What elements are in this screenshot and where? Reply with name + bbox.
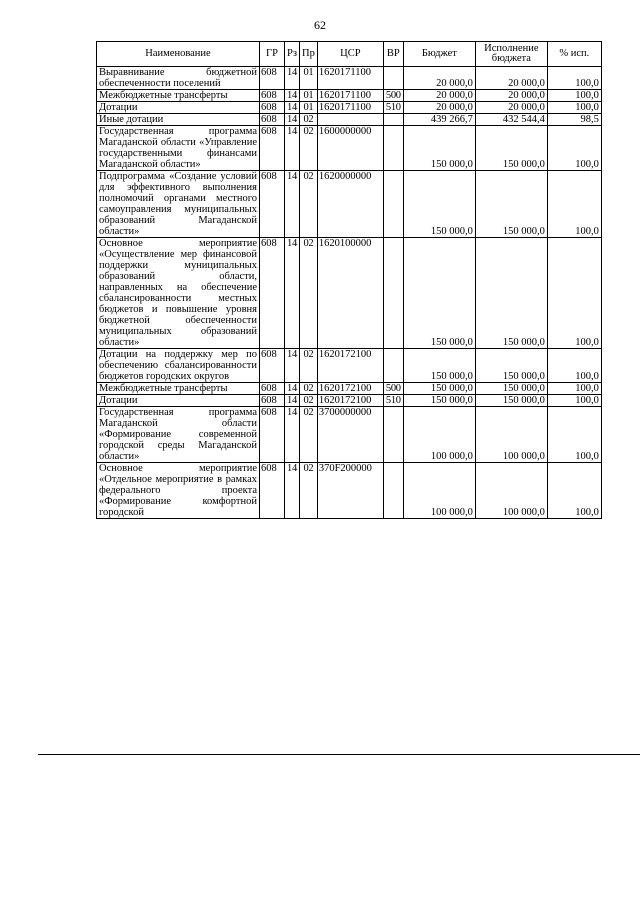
cell-budget: 20 000,0 (403, 102, 475, 114)
cell-vr (383, 67, 403, 90)
table-header-row (97, 42, 602, 67)
cell-execution: 150 000,0 (475, 395, 547, 407)
cell-execution: 150 000,0 (475, 171, 547, 238)
cell-name: Государственная программа Магаданской области «Формирование современной городской среды Магаданской области» (97, 407, 260, 463)
cell-vr: 510 (383, 102, 403, 114)
cell-pr: 02 (300, 126, 318, 171)
table-row (97, 90, 602, 102)
cell-execution: 150 000,0 (475, 238, 547, 349)
header-budget: Бюджет (403, 42, 475, 67)
cell-percent: 100,0 (547, 238, 601, 349)
cell-rz: 14 (285, 383, 300, 395)
cell-budget: 150 000,0 (403, 238, 475, 349)
cell-pr: 02 (300, 349, 318, 383)
cell-percent: 100,0 (547, 407, 601, 463)
cell-rz: 14 (285, 238, 300, 349)
cell-gr: 608 (260, 114, 285, 126)
cell-pr: 02 (300, 114, 318, 126)
header-gr: ГР (260, 42, 285, 67)
cell-gr: 608 (260, 463, 285, 519)
cell-csr: 1620172100 (317, 395, 383, 407)
cell-budget: 20 000,0 (403, 90, 475, 102)
cell-pr: 02 (300, 383, 318, 395)
cell-name: Выравнивание бюджетной обеспеченности поселений (97, 67, 260, 90)
cell-pr: 01 (300, 67, 318, 90)
cell-pr: 01 (300, 90, 318, 102)
cell-rz: 14 (285, 463, 300, 519)
cell-csr: 1620171100 (317, 90, 383, 102)
cell-rz: 14 (285, 102, 300, 114)
cell-vr (383, 126, 403, 171)
cell-rz: 14 (285, 90, 300, 102)
page-divider-line (38, 754, 640, 755)
cell-name: Основное мероприятие «Осуществление мер финансовой поддержки муниципальных образований области, направленных на обеспечение сбалансированности местных бюджетов и повышение уровня бюджетной обеспеченности муниципальных образований области» (97, 238, 260, 349)
cell-gr: 608 (260, 407, 285, 463)
cell-rz: 14 (285, 67, 300, 90)
cell-name: Межбюджетные трансферты (97, 383, 260, 395)
cell-execution: 20 000,0 (475, 90, 547, 102)
header-execution: Исполнение бюджета (475, 42, 547, 67)
cell-vr (383, 114, 403, 126)
cell-rz: 14 (285, 407, 300, 463)
cell-name: Основное мероприятие «Отдельное мероприятие в рамках федерального проекта «Формирование комфортной городской (97, 463, 260, 519)
cell-rz: 14 (285, 126, 300, 171)
cell-pr: 02 (300, 395, 318, 407)
cell-vr (383, 349, 403, 383)
page-number: 62 (314, 18, 326, 32)
cell-csr: 1620100000 (317, 238, 383, 349)
cell-vr: 500 (383, 90, 403, 102)
cell-execution: 432 544,4 (475, 114, 547, 126)
cell-name: Дотации (97, 102, 260, 114)
cell-percent: 100,0 (547, 383, 601, 395)
cell-gr: 608 (260, 238, 285, 349)
cell-budget: 20 000,0 (403, 67, 475, 90)
cell-gr: 608 (260, 395, 285, 407)
cell-execution: 150 000,0 (475, 383, 547, 395)
cell-rz: 14 (285, 349, 300, 383)
header-csr: ЦСР (317, 42, 383, 67)
cell-vr: 500 (383, 383, 403, 395)
cell-vr (383, 407, 403, 463)
cell-name: Дотации на поддержку мер по обеспечению сбалансированности бюджетов городских округов (97, 349, 260, 383)
cell-gr: 608 (260, 90, 285, 102)
cell-budget: 150 000,0 (403, 126, 475, 171)
table-row (97, 395, 602, 407)
cell-gr: 608 (260, 126, 285, 171)
cell-csr: 1600000000 (317, 126, 383, 171)
cell-execution: 100 000,0 (475, 407, 547, 463)
cell-name: Межбюджетные трансферты (97, 90, 260, 102)
cell-rz: 14 (285, 114, 300, 126)
cell-percent: 100,0 (547, 349, 601, 383)
cell-name: Дотации (97, 395, 260, 407)
cell-csr: 1620172100 (317, 383, 383, 395)
cell-budget: 150 000,0 (403, 349, 475, 383)
cell-percent: 100,0 (547, 395, 601, 407)
table-row (97, 349, 602, 383)
cell-budget: 150 000,0 (403, 383, 475, 395)
cell-budget: 150 000,0 (403, 171, 475, 238)
cell-percent: 98,5 (547, 114, 601, 126)
header-rz: Рз (285, 42, 300, 67)
cell-budget: 100 000,0 (403, 407, 475, 463)
cell-csr (317, 114, 383, 126)
table-row (97, 407, 602, 463)
table-row (97, 114, 602, 126)
table-row (97, 171, 602, 238)
cell-execution: 100 000,0 (475, 463, 547, 519)
cell-pr: 02 (300, 238, 318, 349)
cell-pr: 02 (300, 171, 318, 238)
cell-budget: 100 000,0 (403, 463, 475, 519)
table-row (97, 238, 602, 349)
table-body (97, 67, 602, 519)
table-row (97, 126, 602, 171)
cell-percent: 100,0 (547, 171, 601, 238)
cell-rz: 14 (285, 171, 300, 238)
cell-percent: 100,0 (547, 463, 601, 519)
cell-pr: 02 (300, 463, 318, 519)
cell-name: Государственная программа Магаданской области «Управление государственными финансами Магаданской области» (97, 126, 260, 171)
cell-gr: 608 (260, 171, 285, 238)
cell-execution: 150 000,0 (475, 126, 547, 171)
header-pr: Пр (300, 42, 318, 67)
table-row (97, 102, 602, 114)
table-row (97, 463, 602, 519)
cell-execution: 20 000,0 (475, 102, 547, 114)
cell-gr: 608 (260, 383, 285, 395)
cell-name: Иные дотации (97, 114, 260, 126)
cell-csr: 1620172100 (317, 349, 383, 383)
cell-percent: 100,0 (547, 102, 601, 114)
cell-execution: 20 000,0 (475, 67, 547, 90)
cell-pr: 02 (300, 407, 318, 463)
header-percent: % исп. (547, 42, 601, 67)
cell-vr (383, 463, 403, 519)
header-name: Наименование (97, 42, 260, 67)
cell-csr: 1620000000 (317, 171, 383, 238)
cell-csr: 1620171100 (317, 102, 383, 114)
cell-vr: 510 (383, 395, 403, 407)
cell-vr (383, 238, 403, 349)
cell-vr (383, 171, 403, 238)
cell-name: Подпрограмма «Создание условий для эффективного выполнения полномочий органами местного самоуправления муниципальных образований Магаданской области» (97, 171, 260, 238)
cell-rz: 14 (285, 395, 300, 407)
cell-execution: 150 000,0 (475, 349, 547, 383)
cell-gr: 608 (260, 102, 285, 114)
header-vr: ВР (383, 42, 403, 67)
cell-pr: 01 (300, 102, 318, 114)
table-row (97, 383, 602, 395)
cell-budget: 439 266,7 (403, 114, 475, 126)
cell-percent: 100,0 (547, 126, 601, 171)
cell-percent: 100,0 (547, 90, 601, 102)
budget-table (96, 41, 602, 519)
cell-gr: 608 (260, 67, 285, 90)
table-row (97, 67, 602, 90)
cell-budget: 150 000,0 (403, 395, 475, 407)
cell-csr: 370F200000 (317, 463, 383, 519)
cell-csr: 1620171100 (317, 67, 383, 90)
cell-percent: 100,0 (547, 67, 601, 90)
cell-csr: 3700000000 (317, 407, 383, 463)
cell-gr: 608 (260, 349, 285, 383)
